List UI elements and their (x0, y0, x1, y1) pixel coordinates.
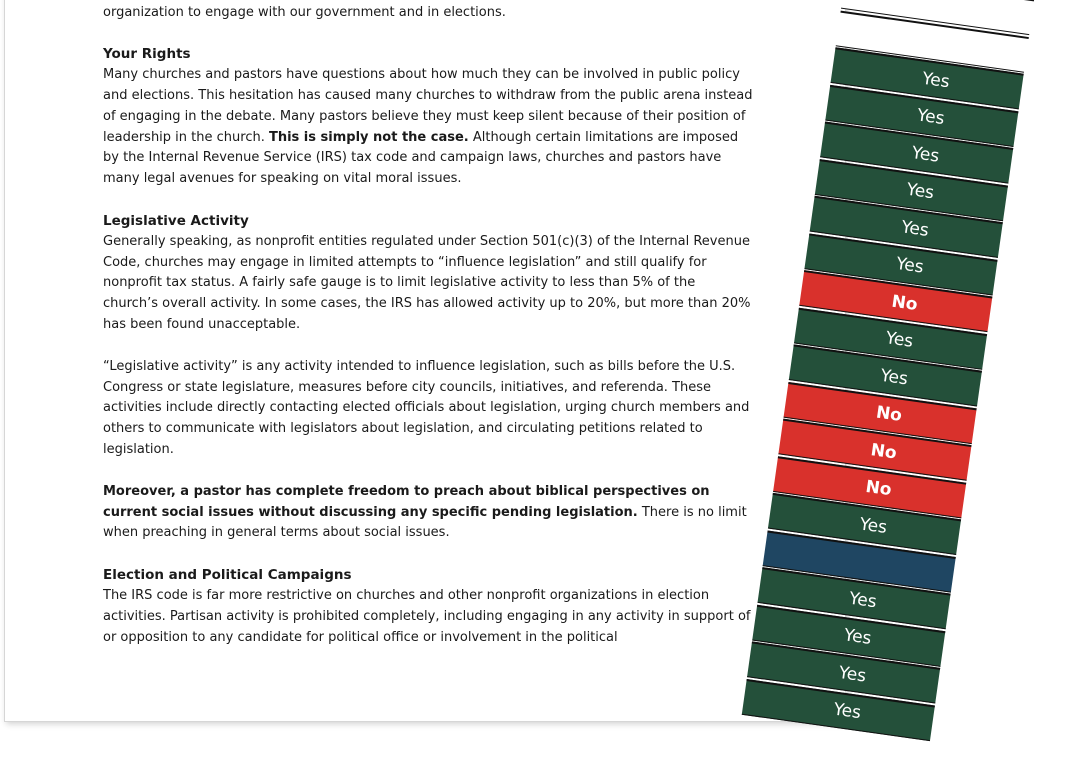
document-body (103, 0, 753, 648)
table-cell-label: Yes (910, 142, 941, 167)
rights-emphasis: This is simply not the case. (268, 129, 469, 145)
heading-your-rights: Your Rights (103, 46, 191, 63)
preaching-emphasis: Moreover, a pastor has complete freedom to preach about biblical perspectives on current social issues without discussing any specific pending legislation. (103, 483, 710, 520)
table-cell-label: Yes (832, 699, 863, 724)
table-cell-label: Yes (847, 588, 878, 612)
intro-paragraph (103, 0, 753, 23)
rights-text-cont: Although certain limitations are imposed by the Internal Revenue Service (IRS) tax code and campaign laws, churches and pastors have many legal avenues for speaking on vital moral issues. (103, 129, 739, 187)
table-cell-label: Yes (915, 105, 946, 130)
table-cell-label: No (874, 402, 904, 426)
table-cell-label: Yes (900, 216, 931, 241)
table-cell-label: Yes (858, 513, 889, 538)
table-cell-label: Yes (894, 253, 925, 278)
table-cell-label: Yes (905, 179, 936, 204)
table-cell-label: Yes (920, 68, 951, 92)
preaching-text: There is no limit when preaching in general terms about social issues. (103, 504, 747, 541)
table-cell-label: Yes (879, 365, 910, 389)
table-cell-label: No (869, 439, 899, 464)
table-cell-label: Yes (842, 625, 873, 649)
intro-line-3: organization to engage with our government and in elections. (103, 4, 506, 20)
table-cell-label: No (864, 476, 893, 501)
rights-text: Many churches and pastors have questions about how much they can be involved in public policy and elections. This hesitation has caused many churches to withdraw from the public arena instead of engaging in the debate. Many pastors believe they must keep silent because of their position of leadership in the church. (103, 67, 753, 145)
heading-legislative-activity: Legislative Activity (103, 212, 249, 229)
document-page (4, 0, 846, 722)
table-cell-label: No (890, 291, 919, 315)
table-cell-label: Yes (884, 328, 915, 352)
election-paragraph: The IRS code is far more restrictive on churches and other nonprofit organizations in election activities. Partisan activity is prohibited completely, including engaging in any activity in support of or opposition to any candidate for political office or involvement in the political (103, 587, 751, 645)
legislative-paragraph-2: “Legislative activity” is any activity intended to influence legislation, such as bills before the U.S. Congress or state legislature, measures before city councils, initiatives, and referenda. These activities include directly contacting elected officials about legislation, urging church members and others to communicate with legislators about legislation, and circulating petitions related to legislation. (103, 358, 750, 457)
heading-election-campaigns: Election and Political Campaigns (103, 567, 352, 584)
rights-paragraph (103, 65, 753, 190)
legislative-paragraph-1: Generally speaking, as nonprofit entities regulated under Section 501(c)(3) of the Internal Revenue Code, churches may engage in limited attempts to “influence legislation” and still qualify for nonprofit tax status. A fairly safe gauge is to limit legislative activity to less than 5% of the church’s overall activity. In some cases, the IRS has allowed activity up to 20%, but more than 20% has been found unacceptable. (103, 233, 751, 332)
legislative-paragraph-3 (103, 482, 753, 544)
table-cell-label: Yes (837, 662, 868, 687)
